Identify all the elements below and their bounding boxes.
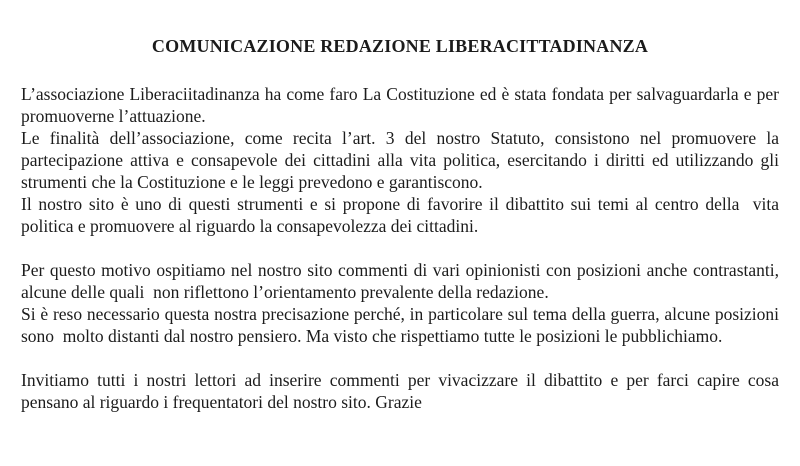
paragraph-reader-invitation: Invitiamo tutti i nostri lettori ad inserire commenti per vivacizzare il dibattito e per farci capire cosa pensano al riguardo i frequentatori del nostro sito. Grazie bbox=[21, 370, 784, 412]
paragraph-site-purpose: Il nostro sito è uno di questi strumenti e si propone di favorire il dibattito sui temi al centro della vita politica e promuovere al riguardo la consapevolezza dei cittadini. bbox=[21, 194, 784, 236]
paragraph-statute-aims: Le finalità dell’associazione, come recita l’art. 3 del nostro Statuto, consistono nel promuovere la partecipazione attiva e consapevole dei cittadini alla vita politica, esercitando i diritti ed utilizzando gli strumenti che la Costituzione e le leggi prevedono e garantiscono. bbox=[21, 128, 784, 192]
paragraph-block-editorial-position bbox=[21, 259, 784, 347]
paragraph-opinionists: Per questo motivo ospitiamo nel nostro sito commenti di vari opinionisti con posizioni anche contrastanti, alcune delle quali non riflettono l’orientamento prevalente della redazione. bbox=[21, 260, 784, 302]
paragraph-association-foundation: L’associazione Liberaciitadinanza ha come faro La Costituzione ed è stata fondata per salvaguardarla e per promuoverne l’attuazione. bbox=[21, 84, 784, 126]
paragraph-block-intro bbox=[21, 83, 784, 237]
paragraph-clarification: Si è reso necessario questa nostra precisazione perché, in particolare sul tema della guerra, alcune posizioni sono molto distanti dal nostro pensiero. Ma visto che rispettiamo tutte le posizioni le pubblichiamo. bbox=[21, 304, 784, 346]
paragraph-block-invitation bbox=[21, 369, 784, 413]
document-title: COMUNICAZIONE REDAZIONE LIBERACITTADINANZA bbox=[151, 36, 649, 56]
